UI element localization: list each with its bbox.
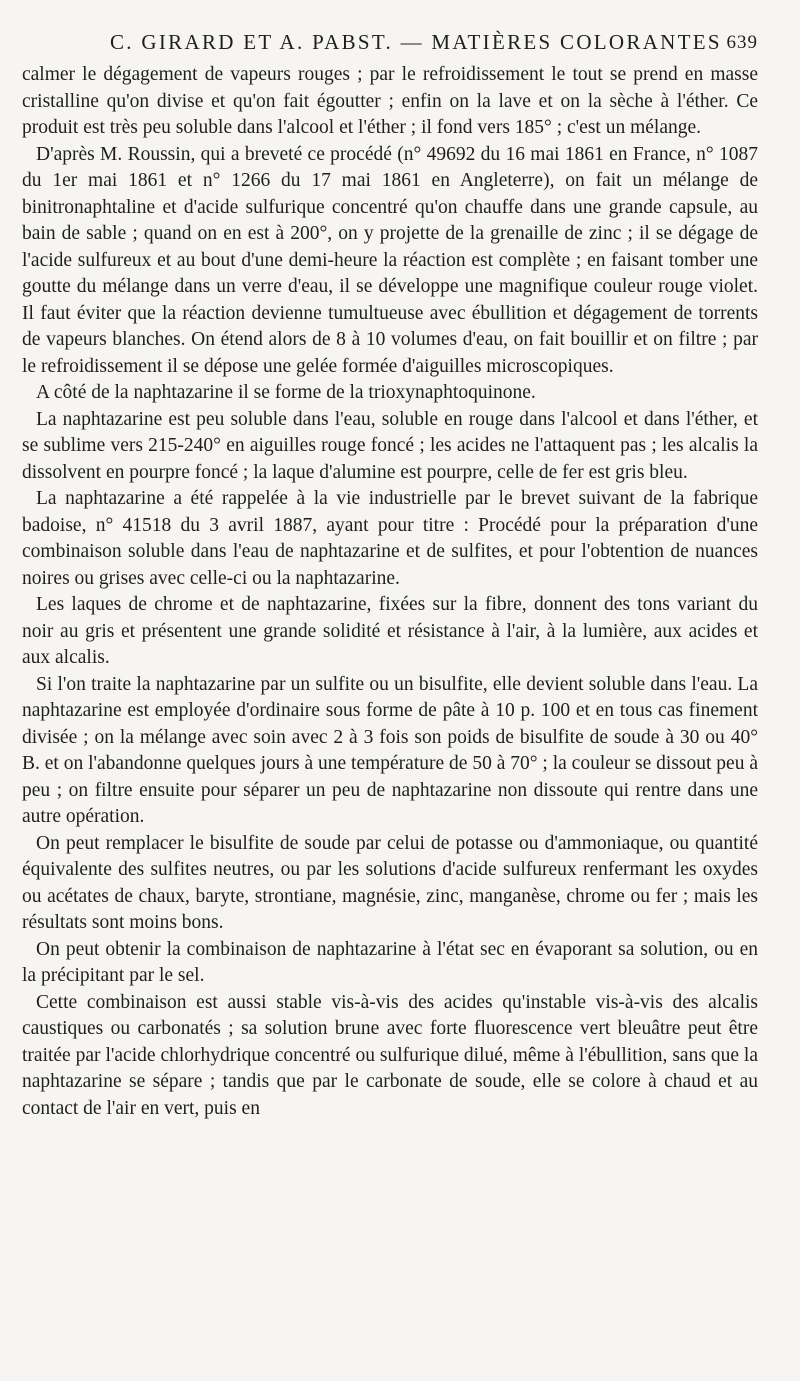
paragraph-4: La naphtazarine est peu soluble dans l'eau, soluble en rouge dans l'alcool et dans l'éther, et se sublime vers 215-240° en aiguilles rouge foncé ; les acides ne l'attaquent pas ; les alcalis la dissolvent en pourpre foncé ; la laque d'alumine est pourpre, celle de fer est gris bleu.	[22, 408, 758, 483]
paragraph-10: Cette combinaison est aussi stable vis-à-vis des acides qu'instable vis-à-vis des alcalis caustiques ou carbonatés ; sa solution brune avec forte fluorescence vert bleuâtre peut être traitée par l'acide chlorhydrique concentré ou sulfurique dilué, même à l'ébullition, sans que la naphtazarine se sépare ; tandis que par le carbonate de soude, elle se colore à chaud et au contact de l'air en vert, puis en	[22, 991, 758, 1119]
page-number: 639	[726, 32, 758, 53]
paragraph-5: La naphtazarine a été rappelée à la vie industrielle par le brevet suivant de la fabrique badoise, n° 41518 du 3 avril 1887, ayant pour titre : Procédé pour la préparation d'une combinaison soluble dans l'eau de naphtazarine et de sulfites, et pour l'obtention de nuances noires ou grises avec celle-ci ou la naphtazarine.	[22, 488, 758, 589]
running-title: C. GIRARD ET A. PABST. — MATIÈRES COLORANTES	[110, 30, 722, 54]
paragraph-8: On peut remplacer le bisulfite de soude par celui de potasse ou d'ammoniaque, ou quantité équivalente des sulfites neutres, ou par les solutions d'acide sulfureux renfermant les oxydes ou acétates de chaux, baryte, strontiane, magnésie, zinc, manganèse, chrome ou fer ; mais les résultats sont moins bons.	[22, 832, 758, 933]
paragraph-1: calmer le dégagement de vapeurs rouges ; par le refroidissement le tout se prend en masse cristalline qu'on divise et qu'on fait égoutter ; enfin on la lave et on la sèche à l'éther. Ce produit est très peu soluble dans l'alcool et l'éther ; il fond vers 185° ; c'est un mélange.	[22, 64, 758, 138]
running-head	[22, 22, 758, 58]
body-text	[22, 62, 758, 1122]
paragraph-6: Les laques de chrome et de naphtazarine, fixées sur la fibre, donnent des tons variant du noir au gris et présentent une grande solidité et résistance à l'air, à la lumière, aux acides et aux alcalis.	[22, 594, 758, 668]
paragraph-2: D'après M. Roussin, qui a breveté ce procédé (n° 49692 du 16 mai 1861 en France, n° 1087 du 1er mai 1861 et n° 1266 du 17 mai 1861 en Angleterre), on fait un mélange de binitronaphtaline et d'acide sulfurique concentré qu'on chauffe dans une grande capsule, au bain de sable ; quand on en est à 200°, on y projette de la grenaille de zinc ; il se dégage de l'acide sulfureux et au bout d'une demi-heure la réaction est complète ; en faisant tomber une goutte du mélange dans un verre d'eau, il se développe une magnifique couleur rouge violet. Il faut éviter que la réaction devienne tumultueuse avec ébullition et dégagement de torrents de vapeurs blanches. On étend alors de 8 à 10 volumes d'eau, on fait bouillir et on filtre ; par le refroidissement il se dépose une gelée formée d'aiguilles microscopiques.	[22, 143, 758, 377]
paragraph-3: A côté de la naphtazarine il se forme de la trioxynaphtoquinone.	[36, 382, 536, 403]
paragraph-9: On peut obtenir la combinaison de naphtazarine à l'état sec en évaporant sa solution, ou en la précipitant par le sel.	[22, 938, 758, 986]
paragraph-7: Si l'on traite la naphtazarine par un sulfite ou un bisulfite, elle devient soluble dans l'eau. La naphtazarine est employée d'ordinaire sous forme de pâte à 10 p. 100 et en tous cas finement divisée ; on la mélange avec soin avec 2 à 3 fois son poids de bisulfite de soude à 30 ou 40° B. et on l'abandonne quelques jours à une température de 50 à 70° ; la couleur se dissout peu à peu ; on filtre ensuite pour séparer un peu de naphtazarine non dissoute qui rentre dans une autre opération.	[22, 673, 758, 827]
